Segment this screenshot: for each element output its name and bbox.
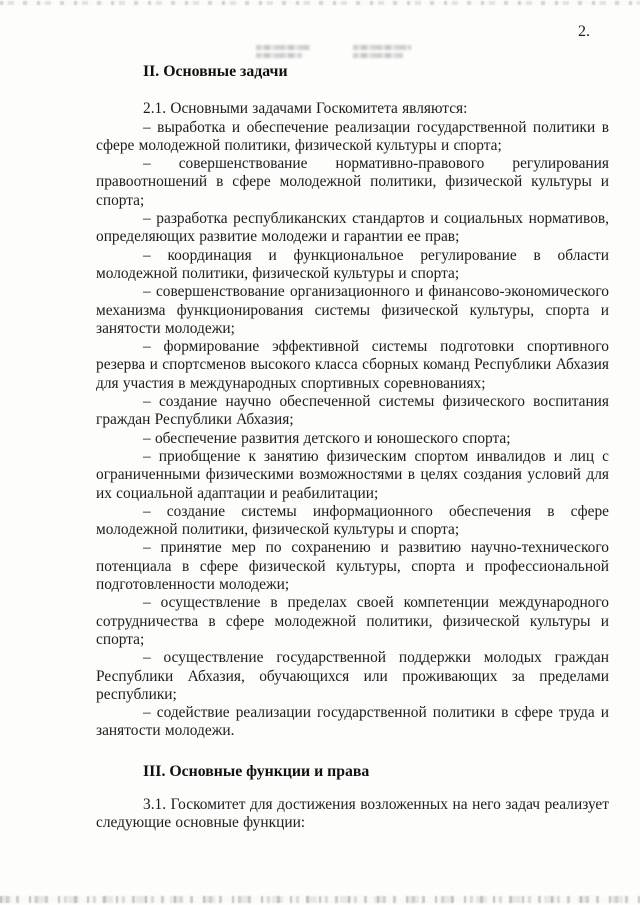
stamp-artifact-left [256,45,310,61]
task-item: – создание научно обеспеченной системы физического воспитания граждан Республики Абхазия; [96,393,609,429]
scan-noise-top [0,1,640,5]
task-item: – осуществление в пределах своей компетенции международного сотрудничества в сфере молодежной политики, физической культуры и спорта; [96,594,609,648]
task-item: – выработка и обеспечение реализации государственной политики в сфере молодежной политики, физической культуры и спорта; [96,118,609,154]
page-number: 2. [578,23,590,40]
task-item: – координация и функциональное регулирование в области молодежной политики, физической культуры и спорта; [96,246,609,282]
task-item: – разработка республиканских стандартов и социальных нормативов, определяющих развитие молодежи и гарантии ее прав; [96,210,609,246]
paragraph-2-1-intro: 2.1. Основными задачами Госкомитета являются: [143,100,468,118]
task-item: – формирование эффективной системы подготовки спортивного резерва и спортсменов высокого класса сборных команд Республики Абхазия для участия в международных спортивных соревнованиях; [96,338,609,392]
stamp-artifact-right [353,45,411,61]
task-item: – совершенствование нормативно-правового регулирования правоотношений в сфере молодежной политики, физической культуры и спорта; [96,155,609,209]
task-item: – создание системы информационного обеспечения в сфере молодежной политики, физической культуры и спорта; [96,502,609,539]
paragraph-3-1-intro: 3.1. Госкомитет для достижения возложенных на него задач реализует следующие основные функции: [96,795,609,832]
section-heading-ii: II. Основные задачи [143,63,288,80]
task-item: – обеспечение развития детского и юношеского спорта; [143,429,511,447]
task-item: – совершенствование организационного и финансово-экономического механизма функционирования системы физической культуры, спорта и занятости молодежи; [96,283,609,337]
task-item: – содействие реализации государственной политики в сфере труда и занятости молодежи. [96,704,609,740]
section-heading-iii: III. Основные функции и права [143,762,370,780]
task-item: – осуществление государственной поддержки молодых граждан Республики Абхазия, обучающихся или проживающих за пределами республики; [96,649,609,703]
task-item: – приобщение к занятию физическим спортом инвалидов и лиц с ограниченными физическими возможностями в целях создания условий для их социальной адаптации и реабилитации; [96,447,609,502]
document-body [96,63,609,833]
task-item: – принятие мер по сохранению и развитию научно-технического потенциала в сфере физической культуры, спорта и профессиональной подготовленности молодежи; [96,539,609,594]
scan-noise-bottom [0,896,640,903]
